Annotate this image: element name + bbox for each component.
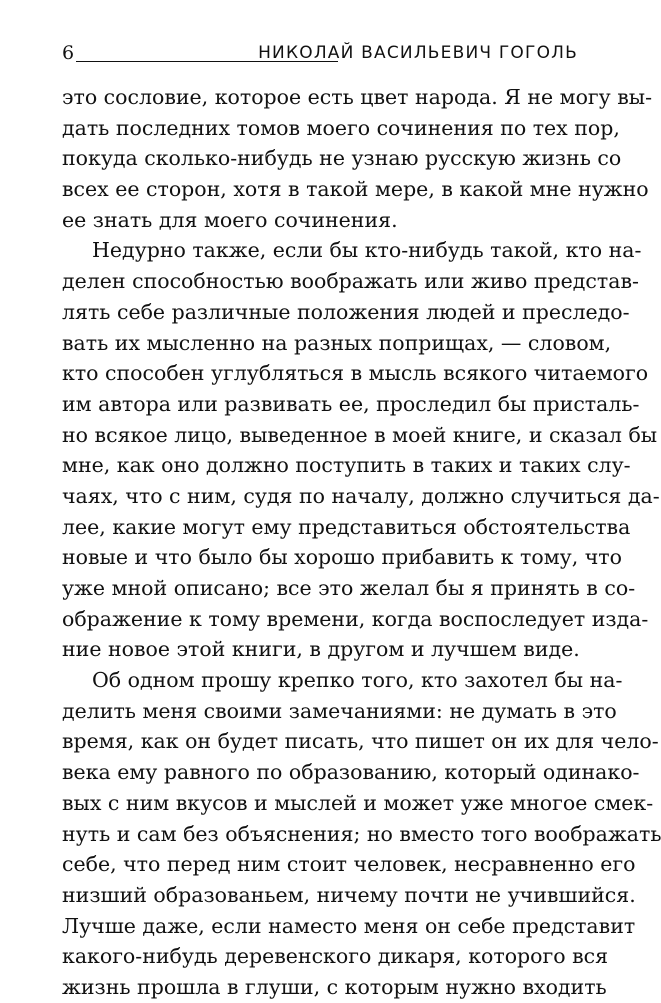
text-line: ее знать для моего сочинения. — [62, 207, 398, 232]
text-line: Лучше даже, если наместо меня он себе представит — [62, 913, 636, 938]
page-number: 6 — [62, 42, 75, 64]
text-line: делить меня своими замечаниями: не думать в это — [62, 698, 617, 723]
text-line: ние новое этой книги, в другом и лучшем виде. — [62, 637, 580, 662]
text-line: низший образованьем, ничему почти не учившийся. — [62, 882, 636, 907]
text-line: это сословие, которое есть цвет народа. Я не могу вы- — [62, 85, 653, 109]
text-line: какого-нибудь деревенского дикаря, которого вся — [62, 944, 609, 969]
text-line: ображение к тому времени, когда воспоследует изда- — [62, 606, 649, 631]
running-head — [62, 42, 578, 66]
text-line: покуда сколько-нибудь не узнаю русскую жизнь со — [62, 146, 622, 171]
text-line: лять себе различные положения людей и преследо- — [62, 299, 630, 324]
text-line: но всякое лицо, выведенное в моей книге, и сказал бы — [62, 422, 658, 447]
text-line: Недурно также, если бы кто-нибудь такой, кто на- — [92, 238, 642, 263]
text-line: делен способностью воображать или живо представ- — [62, 269, 639, 294]
text-line: дать последних томов моего сочинения по тех пор, — [62, 115, 620, 140]
text-line: вых с ним вкусов и мыслей и может уже многое смек- — [62, 790, 654, 815]
text-line: им автора или развивать ее, проследил бы присталь- — [62, 391, 640, 416]
text-line: всех ее сторон, хотя в такой мере, в какой мне нужно — [62, 177, 649, 202]
text-line: вать их мысленно на разных поприщах, — словом, — [62, 330, 612, 355]
text-line: новые и что было бы хорошо прибавить к тому, что — [62, 545, 622, 570]
text-line: себе, что перед ним стоит человек, несравненно его — [62, 852, 636, 877]
text-line: мне, как оно должно поступить в таких и таких слу- — [62, 453, 631, 478]
text-line: чаях, что с ним, судя по началу, должно случиться да- — [62, 483, 660, 508]
text-line: века ему равного по образованию, который одинако- — [62, 760, 640, 785]
text-line: время, как он будет писать, что пишет он их для чело- — [62, 729, 659, 754]
text-line: Об одном прошу крепко того, кто захотел бы на- — [92, 668, 623, 693]
text-line: кто способен углубляться в мысль всякого читаемого — [62, 361, 649, 386]
body-text — [62, 82, 661, 1003]
text-line: нуть и сам без объяснения; но вместо того воображать — [62, 821, 661, 846]
text-line: лее, какие могут ему представиться обстоятельства — [62, 514, 631, 539]
text-line: уже мной описано; все это желал бы я принять в со- — [62, 576, 636, 600]
running-head-title: НИКОЛАЙ ВАСИЛЬЕВИЧ ГОГОЛЬ — [258, 43, 578, 63]
text-line: жизнь прошла в глуши, с которым нужно входить — [62, 974, 607, 999]
